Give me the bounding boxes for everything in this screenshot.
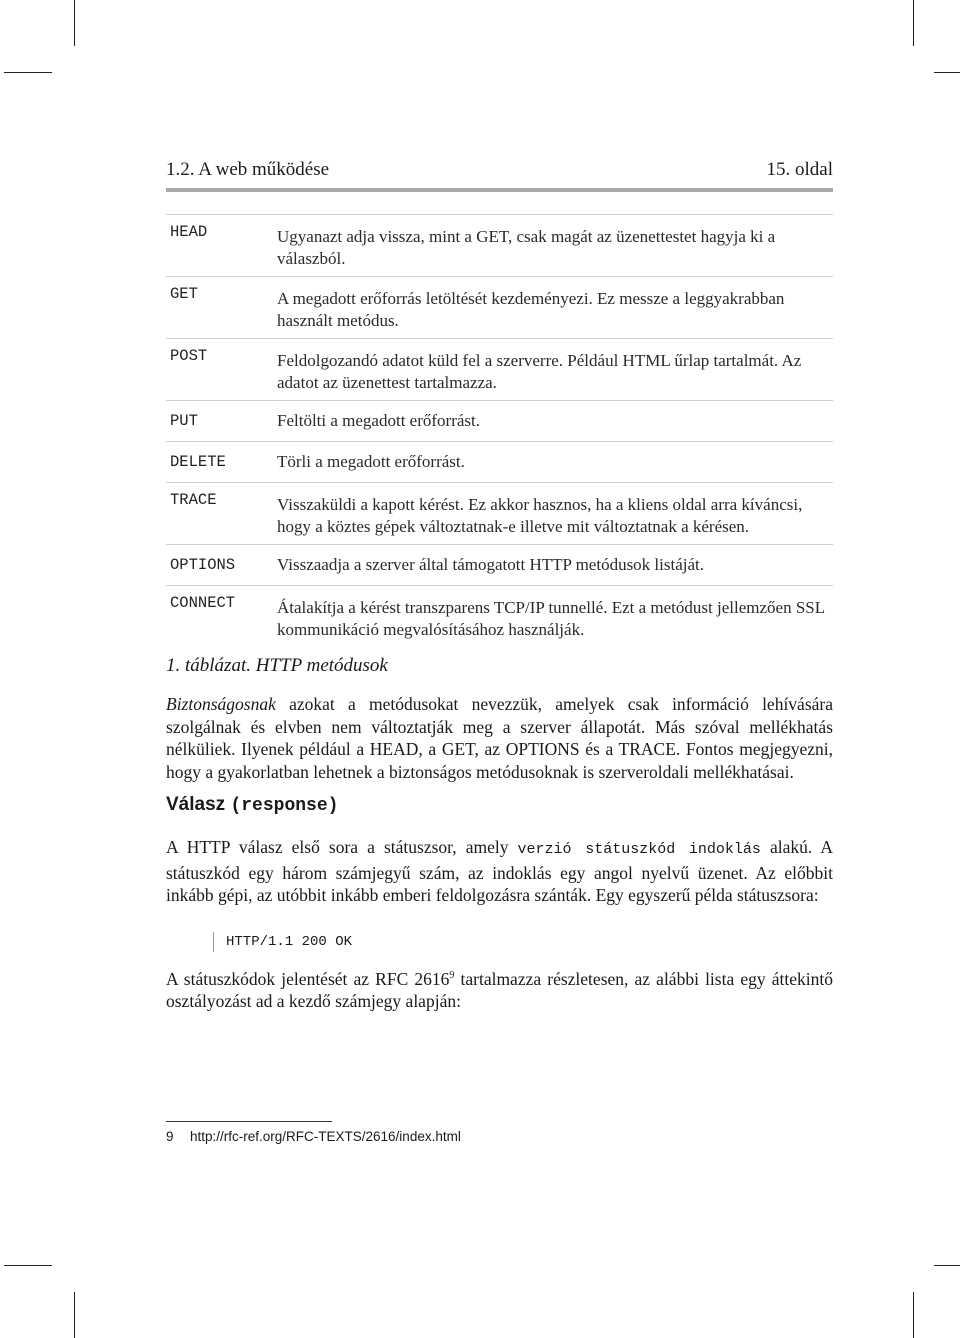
running-head xyxy=(166,158,833,182)
method-name: OPTIONS xyxy=(170,556,236,574)
section-title-code: (response) xyxy=(230,796,339,816)
section-heading: 1.2. A web működése xyxy=(166,159,330,180)
table-row xyxy=(166,214,833,276)
table-row xyxy=(166,276,833,338)
footnote-ref: 9 xyxy=(449,970,455,981)
method-name: GET xyxy=(170,285,198,303)
crop-mark xyxy=(934,72,960,73)
crop-mark xyxy=(4,1265,52,1266)
table-row xyxy=(166,544,833,585)
method-description: Visszaadja a szerver által támogatott HTTP metódusok listáját. xyxy=(277,555,705,574)
code-example: HTTP/1.1 200 OK xyxy=(213,932,352,952)
method-description: Visszaküldi a kapott kérést. Ez akkor hasznos, ha a kliens oldal arra kíváncsi, hogy a köztes gépek változtatnak-e illetve mit változtatnak a kérésen. xyxy=(277,495,803,536)
crop-mark xyxy=(913,0,914,46)
method-name: CONNECT xyxy=(170,594,236,612)
page-number: 15. oldal xyxy=(766,159,833,180)
footnote-number: 9 xyxy=(166,1129,174,1144)
method-name: DELETE xyxy=(170,453,226,471)
method-description: A megadott erőforrás letöltését kezdeményezi. Ez messze a leggyakrabban használt metódus. xyxy=(277,289,785,330)
table-row xyxy=(166,585,833,647)
table-row xyxy=(166,482,833,544)
paragraph xyxy=(166,965,833,1013)
method-description: Feltölti a megadott erőforrást. xyxy=(277,411,480,430)
crop-mark xyxy=(934,1265,960,1266)
methods-table xyxy=(166,214,833,647)
crop-mark xyxy=(913,1292,914,1338)
crop-mark xyxy=(4,72,52,73)
footnote-rule xyxy=(166,1121,332,1122)
footnote xyxy=(166,1129,461,1144)
method-name: HEAD xyxy=(170,223,208,241)
header-rule xyxy=(166,188,833,192)
table-caption: 1. táblázat. HTTP metódusok xyxy=(166,655,388,676)
defined-term: Biztonságosnak xyxy=(166,694,276,714)
crop-mark xyxy=(74,0,75,46)
paragraph-text: A HTTP válasz első sora a státuszsor, amely xyxy=(166,837,518,857)
method-description: Törli a megadott erőforrást. xyxy=(277,452,465,471)
paragraph-text: tartalmazza részletesen, az alábbi lista egy áttekintő osztályozást ad a kezdő számjegy alapján: xyxy=(166,968,833,1012)
method-name: TRACE xyxy=(170,491,217,509)
crop-mark xyxy=(74,1292,75,1338)
section-title xyxy=(166,794,338,816)
paragraph xyxy=(166,693,833,783)
method-description: Ugyanazt adja vissza, mint a GET, csak magát az üzenettestet hagyja ki a válaszból. xyxy=(277,227,776,268)
table-row xyxy=(166,400,833,441)
method-description: Feldolgozandó adatot küld fel a szerverre. Például HTML űrlap tartalmát. Az adatot az üzenettest tartalmazza. xyxy=(277,351,802,392)
method-description: Átalakítja a kérést transzparens TCP/IP tunnellé. Ezt a metódust jellemzően SSL kommunikáció megvalósításához használják. xyxy=(277,598,825,639)
method-name: PUT xyxy=(170,412,198,430)
table-row xyxy=(166,338,833,400)
paragraph xyxy=(166,836,833,907)
footnote-link[interactable]: http://rfc-ref.org/RFC-TEXTS/2616/index.html xyxy=(190,1129,461,1144)
paragraph-text: A státuszkódok jelentését az RFC 2616 xyxy=(166,968,450,989)
method-name: POST xyxy=(170,347,208,365)
section-title-text: Válasz xyxy=(166,794,231,815)
paragraph-text: azokat a metódusokat nevezzük, amelyek csak információ lehívására szolgálnak és elvben nem változtatják meg a szerver állapotát. Más szóval mellékhatás nélküliek. Ilyenek például a HEAD, a GET, az OPTIONS és a TRACE. Fontos megjegyezni, hogy a gyakorlatban lehetnek a biztonságos metódusoknak is szerveroldali mellékhatásai. xyxy=(166,694,833,782)
inline-code: verzió státuszkód indoklás xyxy=(517,841,761,858)
paragraph-text: alakú. A státuszkód egy három számjegyű szám, az indoklás egy angol nyelvű üzenet. Az előbbit inkább gépi, az utóbbit inkább emberi feldolgozásra szánták. Egy egyszerű példa státuszsora: xyxy=(166,837,833,905)
table-row xyxy=(166,441,833,482)
